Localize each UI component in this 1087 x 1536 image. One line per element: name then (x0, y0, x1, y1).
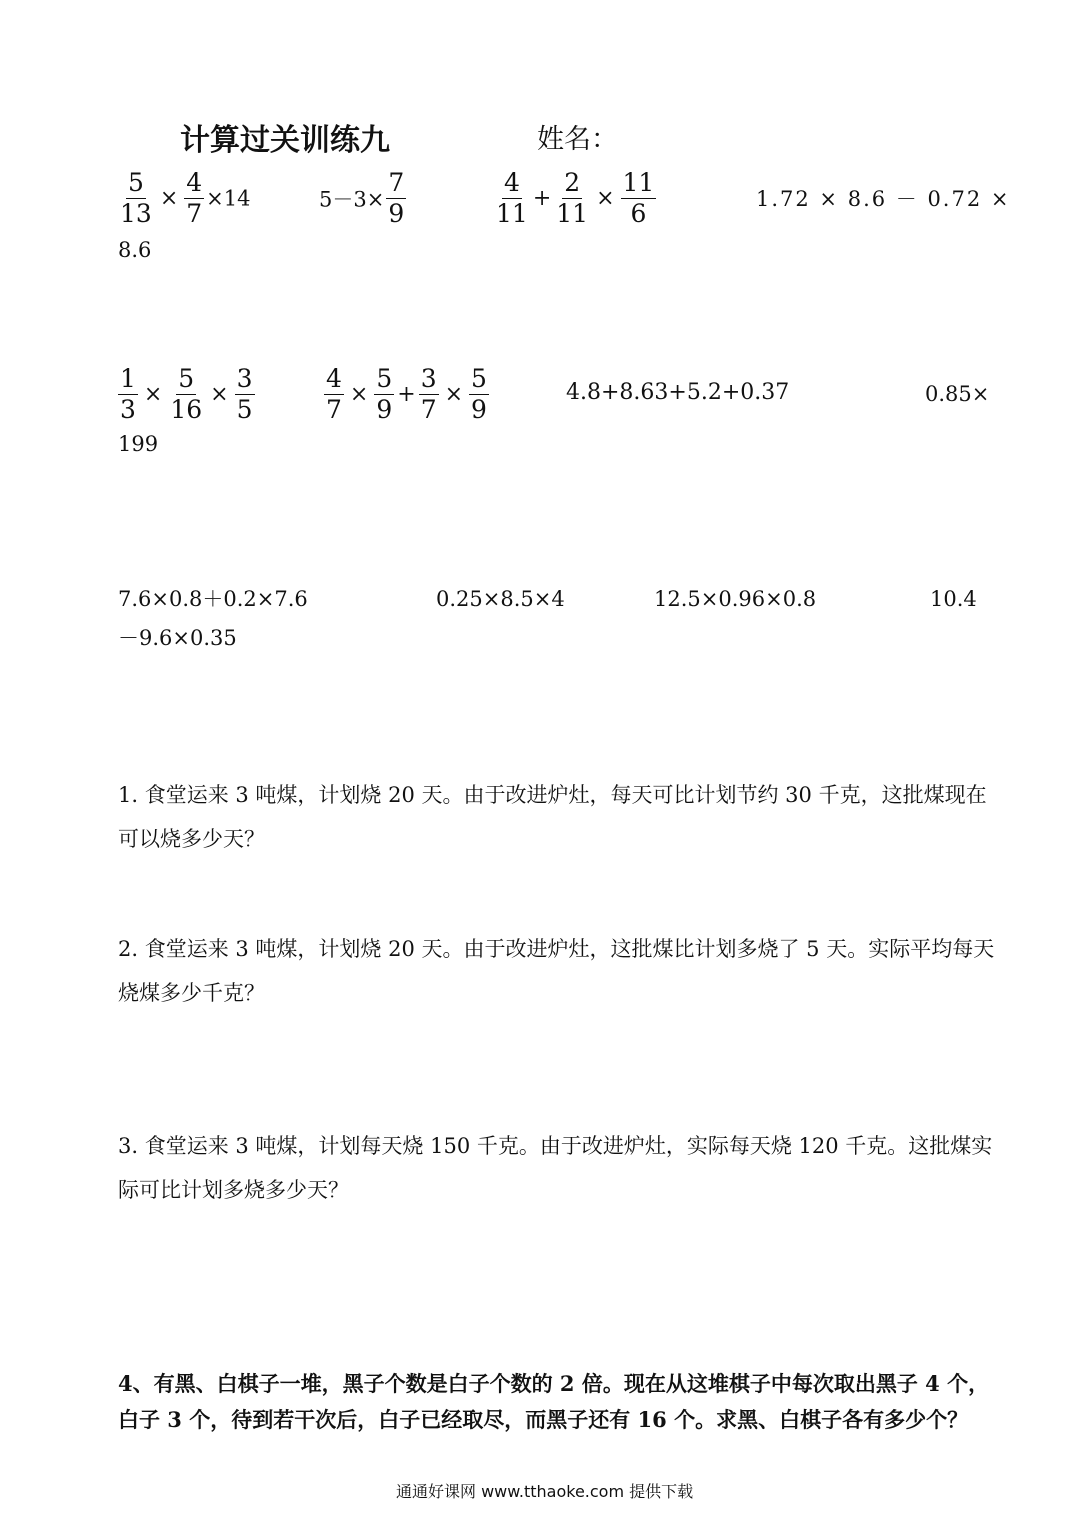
expression-r1-4-line2: 8.6 (118, 238, 152, 262)
expression-r1-3: $\frac{4}{11}$ + $\frac{2}{11}$ × $\frac{11}{6}$ (496, 168, 655, 228)
word-problem-4: 4、有黑、白棋子一堆，黑子个数是白子个数的 2 倍。现在从这堆棋子中每次取出黑子 4 个，白子 3 个，待到若干次后，白子已经取尽，而黑子还有 16 个。求黑、白棋子各有多少个？ (118, 1371, 990, 1432)
expression-r3-2: 0.25×8.5×4 (436, 587, 565, 611)
footer-credit: 通通好课网 www.tthaoke.com 提供下载 (396, 1482, 694, 1501)
word-problem-3: 3. 食堂运来 3 吨煤，计划每天烧 150 千克。由于改进炉灶，实际每天烧 120 千克。这批煤实际可比计划多烧多少天？ (118, 1134, 993, 1202)
page-title: 计算过关训练九 (180, 123, 390, 158)
expression-r2-4-line1: 0.85× (925, 382, 990, 406)
expression-r3-1: 7.6×0.8＋0.2×7.6 (118, 587, 308, 611)
word-problem-2: 2. 食堂运来 3 吨煤，计划烧 20 天。由于改进炉灶，这批煤比计划多烧了 5 天。实际平均每天烧煤多少千克？ (118, 937, 995, 1005)
expression-r2-4-line2: 199 (118, 432, 159, 456)
expression-r1-2: 5－3× $\frac{7}{9}$ (319, 168, 405, 228)
expression-r3-4-line1: 10.4 (930, 587, 977, 611)
expression-r1-1: $\frac{5}{13}$ × $\frac{4}{7}$ ×14 (120, 168, 251, 228)
expression-r3-4-line2: －9.6×0.35 (118, 626, 237, 650)
word-problem-1: 1. 食堂运来 3 吨煤，计划烧 20 天。由于改进炉灶，每天可比计划节约 30 千克，这批煤现在可以烧多少天？ (118, 783, 987, 851)
expression-r3-3: 12.5×0.96×0.8 (654, 587, 817, 611)
name-label: 姓名： (537, 124, 618, 155)
expression-r2-1: $\frac{1}{3}$ × $\frac{5}{16}$ × $\frac{3}{5}$ (120, 364, 253, 424)
expression-r2-2: $\frac{4}{7}$ × $\frac{5}{9}$ + $\frac{3}{7}$ × $\frac{5}{9}$ (326, 364, 487, 424)
expression-r2-3: 4.8+8.63+5.2+0.37 (566, 380, 790, 405)
expression-r1-4-line1: 1.72 × 8.6 － 0.72 × (756, 187, 1011, 211)
